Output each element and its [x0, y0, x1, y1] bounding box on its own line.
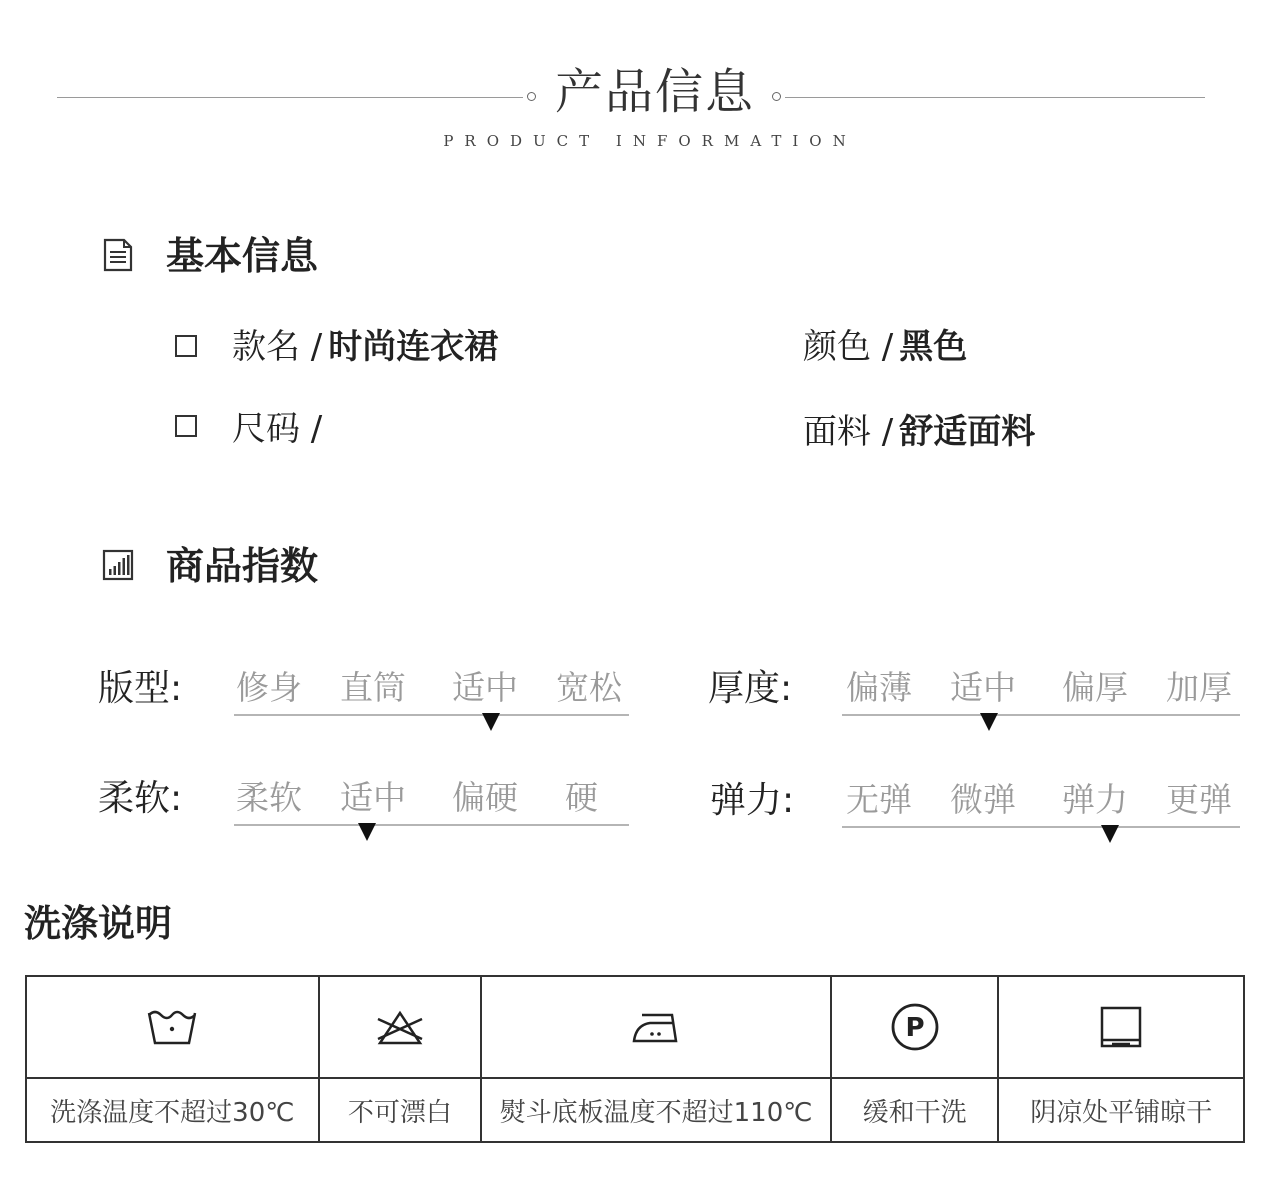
- scale-marker-fit: [482, 713, 500, 731]
- scale-option: 适中: [452, 668, 518, 707]
- scale-option: 更弹: [1166, 780, 1232, 819]
- no-bleach-icon: [372, 1007, 428, 1047]
- checkbox-size: [175, 415, 197, 437]
- product-index-heading: 商品指数: [166, 544, 319, 588]
- wash-cell: [319, 976, 482, 1078]
- header-circle-left: [527, 92, 536, 101]
- washing-heading: 洗涤说明: [24, 902, 172, 945]
- wash-cell: [26, 976, 319, 1078]
- wash-cell: [481, 976, 831, 1078]
- wash-tub-icon: [146, 1007, 198, 1047]
- scale-line-elasticity: [842, 826, 1240, 828]
- header-line-right: [785, 97, 1205, 98]
- document-icon: [102, 238, 134, 272]
- header-line-left: [57, 97, 523, 98]
- wash-text: 洗涤温度不超过30℃: [26, 1078, 319, 1142]
- scale-marker-elasticity: [1101, 825, 1119, 843]
- svg-text:P: P: [905, 1013, 925, 1043]
- scale-option: 直筒: [340, 668, 406, 707]
- flat-dry-shade-icon: [1098, 1004, 1144, 1050]
- field-color: [803, 325, 967, 369]
- bar-chart-icon: [102, 548, 134, 582]
- wash-text: 不可漂白: [319, 1078, 482, 1142]
- washing-table: [25, 975, 1245, 1143]
- scale-line-thickness: [842, 714, 1240, 716]
- scale-line-fit: [234, 714, 629, 716]
- iron-icon: [628, 1007, 684, 1047]
- scale-option: 偏厚: [1062, 668, 1128, 707]
- scale-option: 微弹: [950, 780, 1016, 819]
- scale-line-softness: [234, 824, 629, 826]
- scale-option: 偏硬: [452, 778, 518, 817]
- field-label: 尺码 /: [232, 409, 323, 449]
- scale-label-thickness: 厚度:: [708, 668, 793, 709]
- scale-option: 柔软: [236, 778, 302, 817]
- field-label: 款名 /: [232, 327, 323, 367]
- scale-label-fit: 版型:: [98, 668, 183, 709]
- header-circle-right: [772, 92, 781, 101]
- scale-option: 适中: [340, 778, 406, 817]
- wash-text: 熨斗底板温度不超过110℃: [481, 1078, 831, 1142]
- wash-text: 阴凉处平铺晾干: [998, 1078, 1244, 1142]
- scale-option: 适中: [950, 668, 1016, 707]
- wash-cell: [831, 976, 999, 1078]
- field-value: 黑色: [899, 327, 968, 367]
- page-subtitle: PRODUCT INFORMATION: [443, 132, 857, 150]
- scale-option: 无弹: [846, 780, 912, 819]
- wash-text: 缓和干洗: [831, 1078, 999, 1142]
- scale-marker-thickness: [980, 713, 998, 731]
- dry-clean-p-icon: [889, 1001, 941, 1053]
- field-size: [232, 407, 328, 451]
- field-style-name: [232, 325, 498, 369]
- scale-marker-softness: [358, 823, 376, 841]
- scale-option: 硬: [565, 778, 598, 817]
- wash-cell: [998, 976, 1244, 1078]
- scale-option: 弹力: [1062, 780, 1128, 819]
- field-label: 面料 /: [803, 412, 894, 452]
- scale-option: 修身: [236, 668, 302, 707]
- page-title: 产品信息: [554, 64, 755, 120]
- field-label: 颜色 /: [803, 327, 894, 367]
- basic-info-heading: 基本信息: [166, 234, 319, 278]
- scale-label-softness: 柔软:: [98, 778, 183, 819]
- field-value: 舒适面料: [899, 412, 1036, 452]
- scale-option: 宽松: [556, 668, 622, 707]
- scale-option: 加厚: [1166, 668, 1232, 707]
- field-value: 时尚连衣裙: [328, 327, 499, 367]
- scale-label-elasticity: 弹力:: [710, 780, 795, 821]
- checkbox-style-name: [175, 335, 197, 357]
- field-fabric: [803, 410, 1035, 454]
- scale-option: 偏薄: [846, 668, 912, 707]
